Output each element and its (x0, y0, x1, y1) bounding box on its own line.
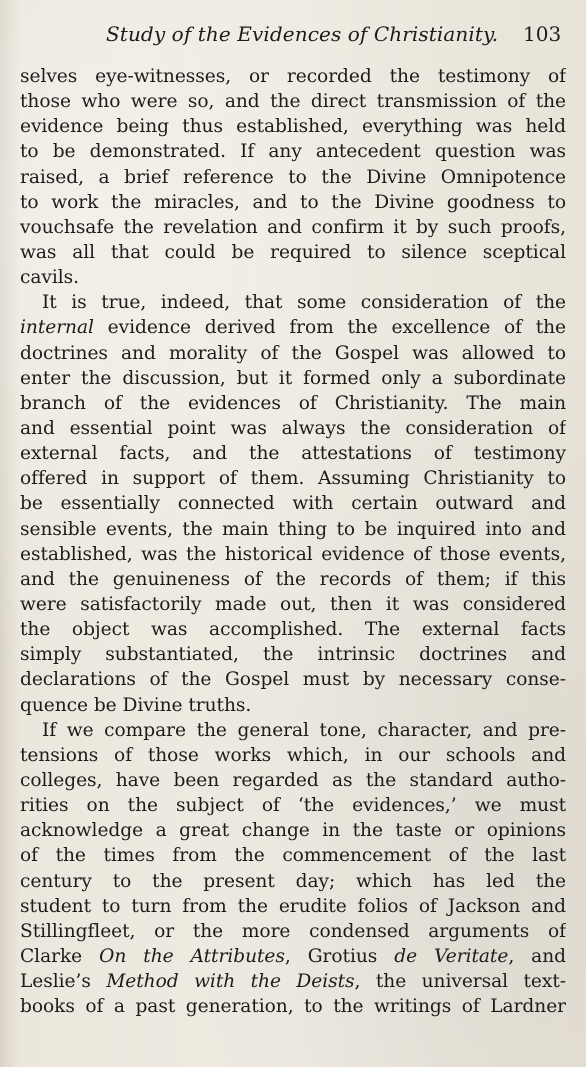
text-line: those who were so, and the direct transmission of the (20, 91, 566, 113)
text-line: the object was accomplished. The external facts (20, 619, 566, 641)
text-line: simply substantiated, the intrinsic doctrines and (20, 644, 566, 666)
text-line: It is true, indeed, that some consideration of the (42, 292, 566, 314)
text-line: branch of the evidences of Christianity. The main (20, 392, 566, 414)
text-line: Clarke On the Attributes, Grotius de Veritate, and (20, 945, 566, 967)
text-line: and the genuineness of the records of them; if this (20, 568, 566, 590)
text-line: declarations of the Gospel must by necessary conse- (20, 669, 566, 691)
text-line: were satisfactorily made out, then it was considered (20, 593, 566, 615)
text-line: cavils. (20, 267, 79, 289)
text-line: Stillingfleet, or the more condensed arguments of (20, 920, 566, 942)
text-line: established, was the historical evidence of those events, (20, 543, 566, 565)
text-line: be essentially connected with certain outward and (20, 493, 566, 515)
text-line: and essential point was always the consideration of (20, 417, 566, 439)
text-line: was all that could be required to silence sceptical (20, 241, 566, 263)
text-line: books of a past generation, to the writings of Lardner (20, 996, 566, 1018)
text-line: quence be Divine truths. (20, 694, 252, 716)
text-line: external facts, and the attestations of testimony (20, 443, 566, 465)
text-line: If we compare the general tone, character, and pre- (42, 719, 566, 741)
text-line: Leslie’s Method with the Deists, the universal text- (20, 971, 566, 993)
text-line: rities on the subject of ‘the evidences,’ we must (20, 795, 566, 817)
text-line: sensible events, the main thing to be inquired into and (20, 518, 566, 540)
text-line: selves eye-witnesses, or recorded the testimony of (20, 66, 566, 87)
text-line: vouchsafe the revelation and confirm it by such proofs, (20, 216, 566, 238)
page-number: 103 (523, 22, 562, 46)
text-line: acknowledge a great change in the taste or opinions (20, 820, 566, 842)
text-line: to work the miracles, and to the Divine goodness to (20, 191, 566, 213)
text-line: of the times from the commencement of the last (20, 845, 566, 867)
text-line: raised, a brief reference to the Divine Omnipotence (20, 166, 566, 188)
text-line: colleges, have been regarded as the standard autho- (20, 769, 566, 791)
text-line: student to turn from the erudite folios of Jackson and (20, 895, 566, 917)
running-title: Study of the Evidences of Christianity. (106, 22, 499, 46)
text-line: enter the discussion, but it formed only a subordinate (20, 367, 566, 389)
text-line: to be demonstrated. If any antecedent question was (20, 141, 566, 163)
text-line: offered in support of them. Assuming Christianity to (20, 468, 566, 490)
text-line: century to the present day; which has led the (20, 870, 566, 892)
text-line: internal evidence derived from the excellence of the (20, 317, 566, 339)
text-line: evidence being thus established, everything was held (20, 116, 566, 138)
text-line: doctrines and morality of the Gospel was allowed to (20, 342, 566, 364)
body-text (20, 64, 566, 1019)
running-head (0, 20, 586, 50)
text-line: tensions of those works which, in our schools and (20, 744, 566, 766)
